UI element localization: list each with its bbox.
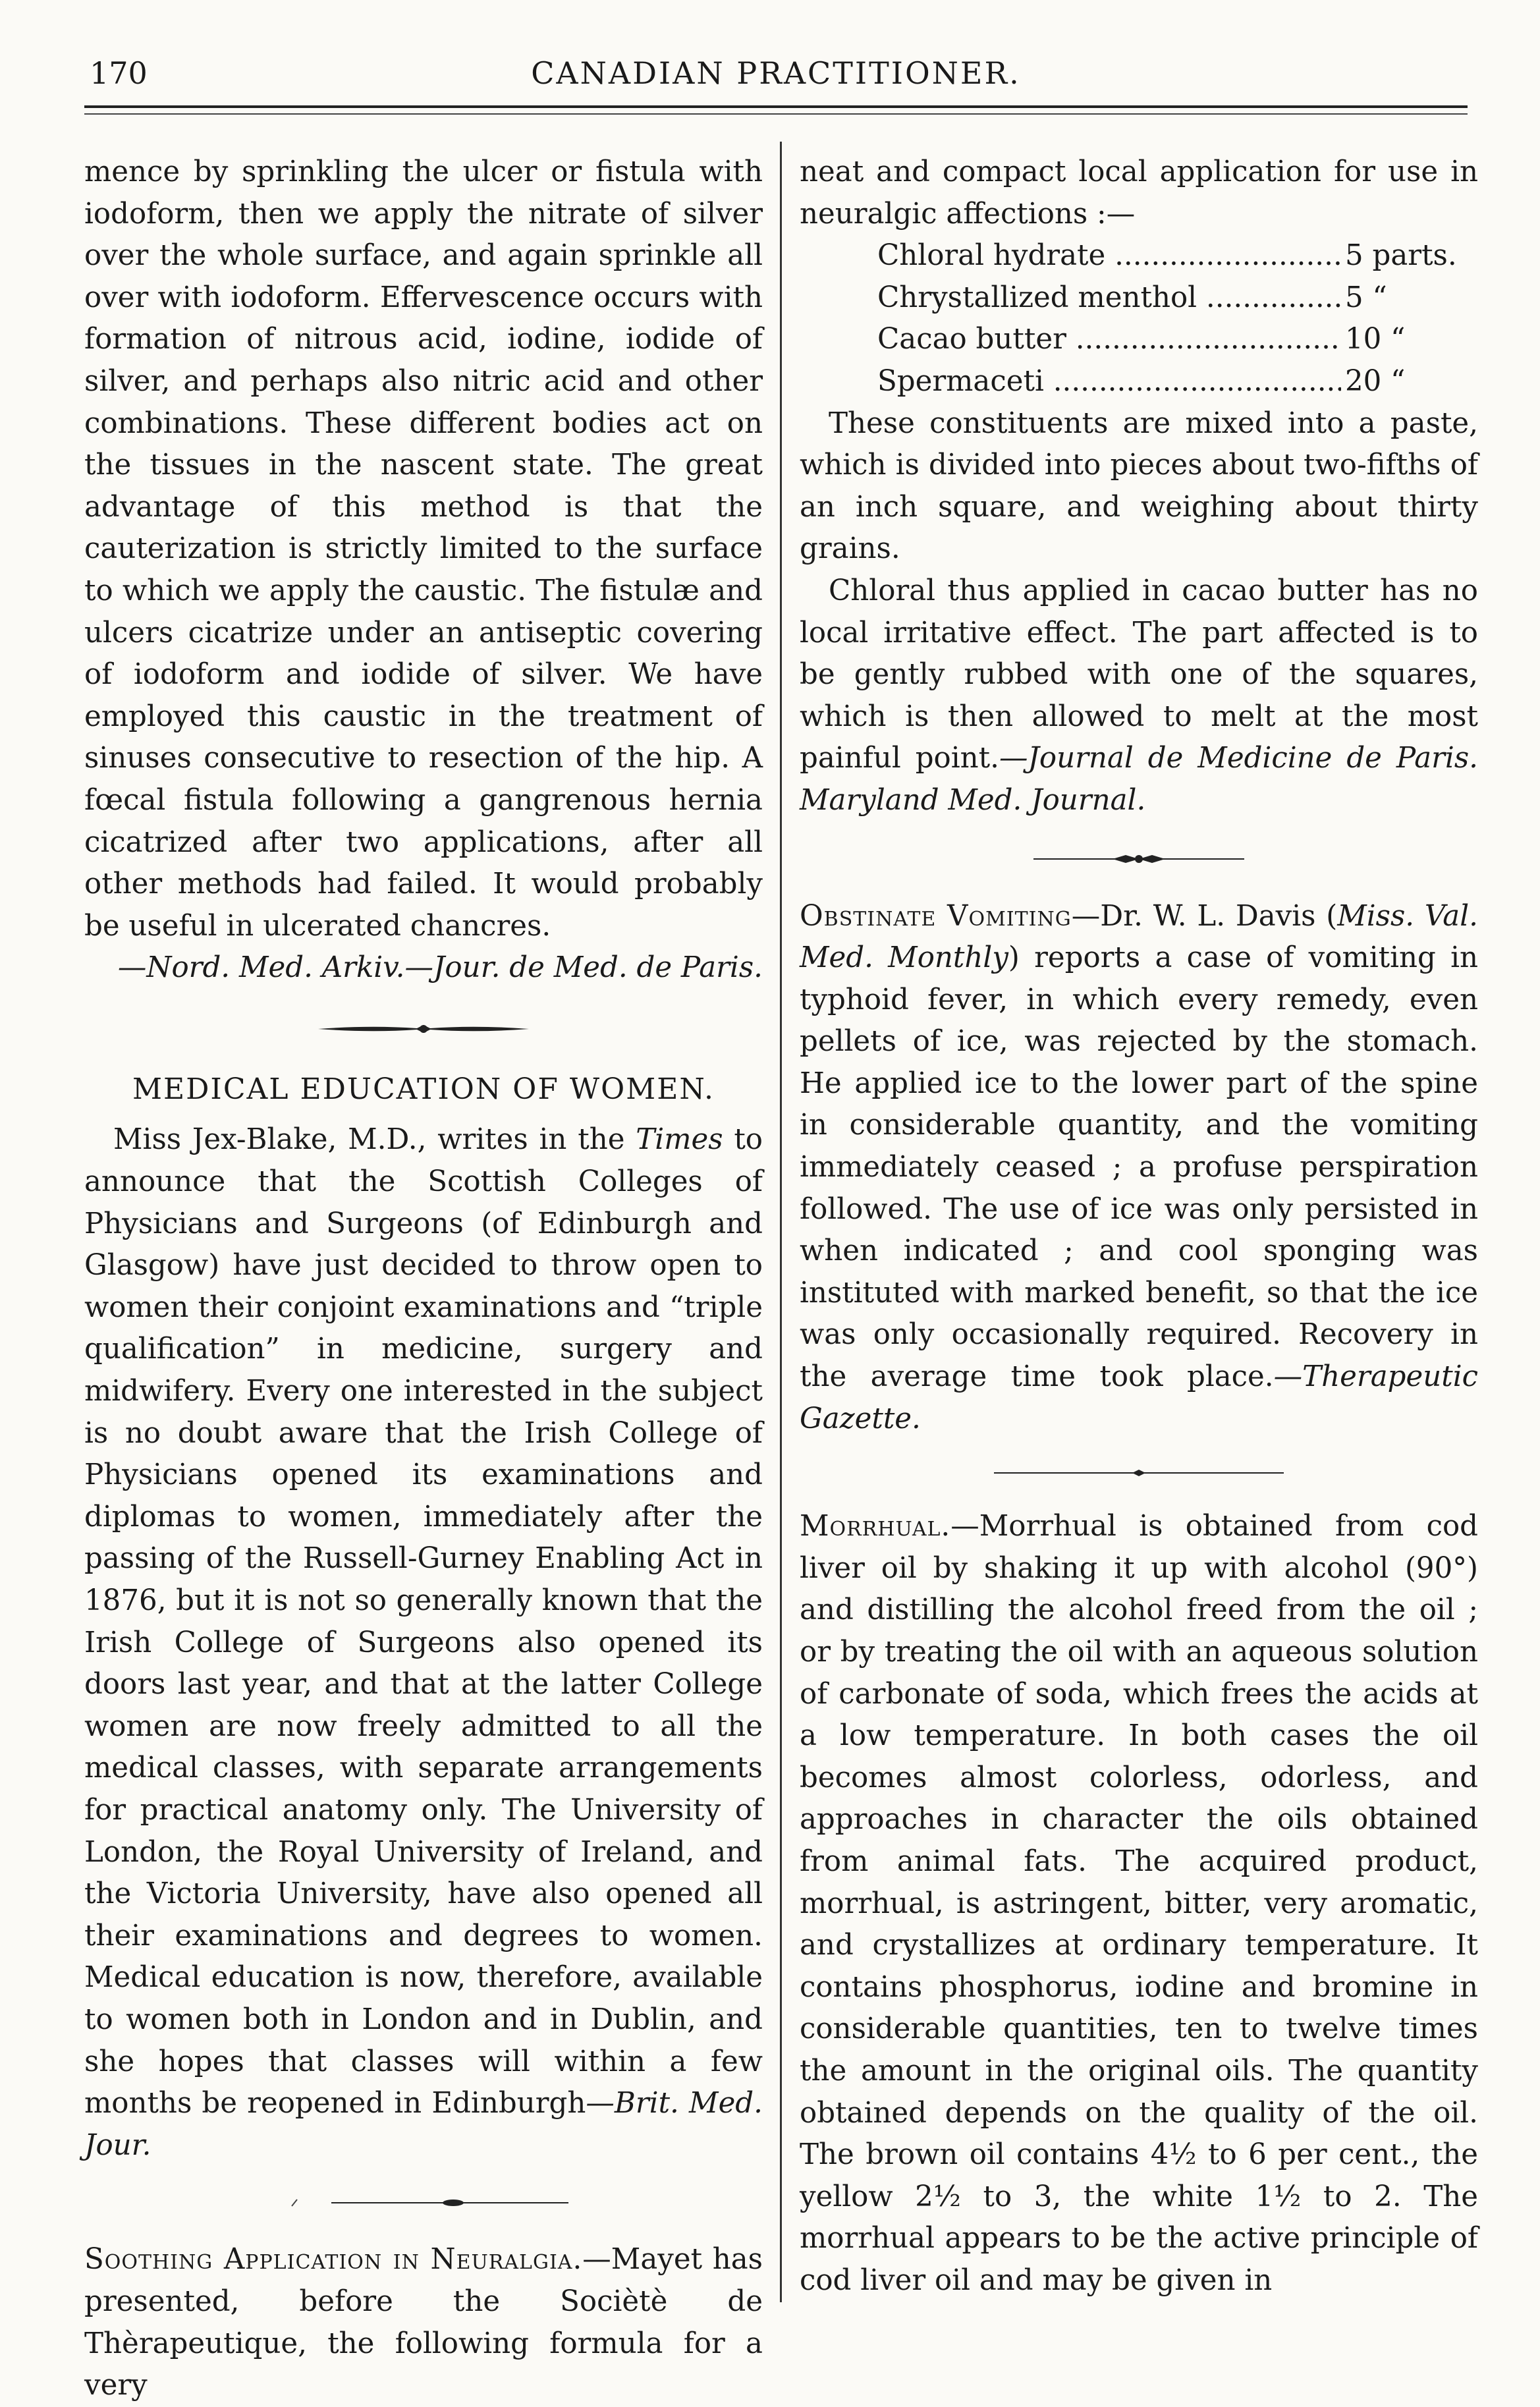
- medical-education-source: —Brit. Med. Jour.: [84, 2087, 763, 2162]
- right-column: [800, 152, 1478, 2302]
- morrhual-paragraph: [800, 1506, 1478, 2302]
- page-header: [84, 55, 1468, 101]
- iodoform-source: —Nord. Med. Arkiv.—Jour. de Med. de Paris.: [117, 951, 763, 985]
- formula-amount: 20 “: [1341, 361, 1457, 403]
- formula-row: [877, 235, 1457, 277]
- vomiting-heading: Obstinate Vomiting: [800, 899, 1072, 933]
- vomiting-source: —Therapeutic Gazette.: [800, 1360, 1478, 1435]
- page-number: 170: [90, 55, 148, 91]
- times-title: Times: [636, 1123, 723, 1157]
- medical-education-paragraph: [84, 1119, 763, 2167]
- short-divider-icon: [279, 2198, 568, 2207]
- vomiting-text-b: ) reports a case of vomiting in typhoid fever, in which every remedy, even pellets of ice, was rejected by the stomach. He applied ice to the lower part of the spine in considerable quantity, and the vomiting immediately ceased ; a profuse perspiration followed. The use of ice was only persisted in when indicated ; and cool sponging was instituted with marked benefit, so that the ice was only occasionally required. Recovery in the average time took place.: [800, 941, 1478, 1394]
- ornament-icon: [1027, 853, 1251, 865]
- column-divider: [780, 142, 782, 2302]
- formula-amount: 10 “: [1341, 319, 1457, 361]
- formula-amount: 5 parts.: [1341, 235, 1457, 277]
- ornament-icon: [318, 1022, 529, 1036]
- chloral-paragraph: [800, 570, 1478, 822]
- formula-ingredient: Spermaceti .....: [877, 361, 1341, 403]
- header-rule-thin: [84, 113, 1468, 115]
- chloral-text: Chloral thus applied in cacao butter has no local irritative effect. The part affected is to be gently rubbed with one of the squares, which is then allowed to melt at the most painful point.: [800, 574, 1478, 775]
- ornament-divider: [800, 822, 1478, 896]
- formula-row: [877, 277, 1457, 319]
- soothing-text: —Mayet has presented, before the Sociètè de Thèrapeutique, the following formula for a very: [84, 2243, 763, 2402]
- vomiting-paragraph: [800, 896, 1478, 1441]
- soothing-heading: Soothing Application in Neuralgia.: [84, 2243, 583, 2277]
- short-divider-icon: [994, 1468, 1284, 1478]
- left-column: [84, 152, 763, 2407]
- formula-ingredient: Cacao butter .....: [877, 319, 1341, 361]
- formula-row: [877, 319, 1457, 361]
- formula-amount: 5 “: [1341, 277, 1457, 319]
- formula-row: [877, 361, 1457, 403]
- med-ed-text-b: to announce that the Scottish Colleges of Physicians and Surgeons (of Edinburgh and Glasgow) have just decided to throw open to women their conjoint examinations and “triple qualification” in medicine, surgery and midwifery. Every one interested in the subject is no doubt aware that the Irish College of Physicians opened its examinations and diplomas to women, immediately after the passing of the Russell-Gurney Enabling Act in 1876, but it is not so generally known that the Irish College of Surgeons also opened its doors last year, and that at the latter College women are now freely admitted to all the medical classes, with separate arrangements for practical anatomy only. The University of London, the Royal University of Ireland, and the Victoria University, have also opened all their examinations and degrees to women. Medical education is now, therefore, available to women both in London and in Dublin, and she hopes that classes will within a few months be reopened in Edinburgh: [84, 1123, 763, 2120]
- iodoform-paragraph: mence by sprinkling the ulcer or fistula with iodoform, then we apply the nitrate of silver over the whole surface, and again sprinkle all over with iodoform. Effervescence occurs with formation of nitrous acid, iodine, iodide of silver, and perhaps also nitric acid and other combinations. These different bodies act on the tissues in the nascent state. The great advantage of this method is that the cauterization is strictly limited to the surface to which we apply the caustic. The fistulæ and ulcers cicatrize under an antiseptic covering of iodoform and iodide of silver. We have employed this caustic in the treatment of sinuses consecutive to resection of the hip. A fœcal fistula following a gangrenous hernia cicatrized after two applications, after all other methods had failed. It would probably be useful in ulcerated chancres.: [84, 155, 763, 943]
- constituents-paragraph: These constituents are mixed into a paste, which is divided into pieces about two-fifths of an inch square, and weighing about thirty grains.: [800, 406, 1478, 566]
- vomiting-text-a: —Dr. W. L. Davis (: [1071, 899, 1338, 933]
- section-title-medical-education: MEDICAL EDUCATION OF WOMEN.: [132, 1072, 715, 1106]
- med-ed-text-a: Miss Jex-Blake, M.D., writes in the: [113, 1123, 636, 1157]
- ornament-divider: [84, 989, 763, 1068]
- short-divider: [84, 2167, 763, 2239]
- chloral-source: —Journal de Medicine de Paris. Maryland Med. Journal.: [800, 742, 1478, 817]
- formula-table: [877, 235, 1457, 402]
- header-rule-thick: [84, 105, 1468, 108]
- formula-ingredient: Chrystallized menthol .....: [877, 277, 1341, 319]
- running-title: CANADIAN PRACTITIONER.: [531, 55, 1021, 91]
- morrhual-heading: Morrhual.: [800, 1510, 951, 1543]
- neuralgia-continued: neat and compact local application for use in neuralgic affections :—: [800, 155, 1478, 231]
- soothing-application-paragraph: [84, 2239, 763, 2406]
- morrhual-text: —Morrhual is obtained from cod liver oil by shaking it up with alcohol (90°) and distilling the alcohol freed from the oil ; or by treating the oil with an aqueous solution of carbonate of soda, which frees the acids at a low temperature. In both cases the oil becomes almost colorless, odorless, and approaches in character the oils obtained from animal fats. The acquired product, morrhual, is astringent, bitter, very aromatic, and crystallizes at ordinary temperature. It contains phosphorus, iodine and bromine in considerable quantities, ten to twelve times the amount in the original oils. The quantity obtained depends on the quality of the oil. The brown oil contains 4½ to 6 per cent., the yellow 2½ to 3, the white 1½ to 2. The morrhual appears to be the active principle of cod liver oil and may be given in: [800, 1510, 1478, 2297]
- short-divider: [800, 1440, 1478, 1506]
- vomiting-journal: Miss. Val. Med. Monthly: [800, 899, 1478, 975]
- formula-ingredient: Chloral hydrate .....: [877, 235, 1341, 277]
